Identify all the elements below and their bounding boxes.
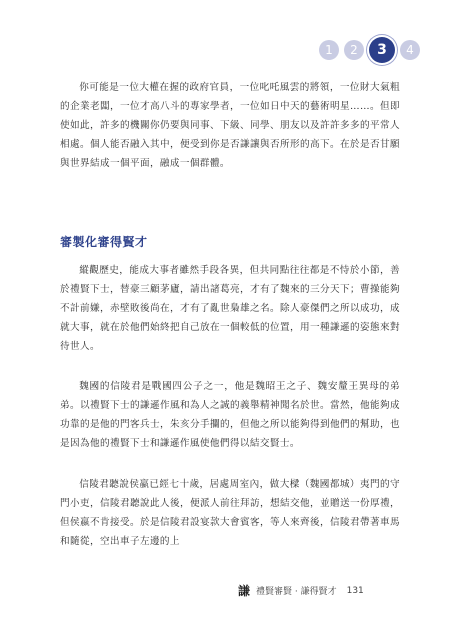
intro-paragraph: 你可能是一位大權在握的政府官員，一位叱吒風雲的將領，一位財大氣粗的企業老闆，一位才高八斗的專家學者，一位如日中天的藝術明星……。但即使如此，許多的機關你仍要與同事、下級、同學、朋友以及許許多多的平常人相處。個人能否融入其中，便受到你是否謙讓與否所形的高下。在於是否甘願與世界結成一個平面，融成一個群體。 <box>60 82 400 169</box>
body-paragraph-3: 魏國的信陵君是戰國四公子之一，他是魏昭王之子、魏安釐王異母的弟弟。以禮賢下士的謙遜作風和為人之誠的義舉精神聞名於世。當然，他能夠成功靠的是他的門客兵士，朱亥分手攔的，但他之所以能夠得到他們的幫助，也是因為他的禮賢下士和謙遜作風使他們得以結交賢士。 <box>60 381 400 449</box>
page-footer <box>238 582 364 599</box>
section-heading: 審製化審得賢才 <box>60 235 148 249</box>
chapter-tab-2[interactable]: 2 <box>344 40 364 60</box>
body-paragraph-2: 縱觀歷史，能成大事者雖然手段各異，但共同點往往都是不恃於小節，善於禮賢下士，替豪三顧茅廬，請出諸葛亮，才有了魏來的三分天下；曹操能夠不計前嫌，赤壁敗後尚在，才有了亂世梟雄之名。除人豪傑們之所以成功，成就大事，就在於他們始終把自己放在一個較低的位置，用一種謙遜的姿態來對待世人。 <box>60 265 400 352</box>
footer-mark: 謙 <box>238 584 251 598</box>
paragraph-block-2 <box>60 261 400 356</box>
chapter-tab-3-active[interactable]: 3 <box>369 37 395 63</box>
footer-title: 禮賢審賢 · 謙得賢才 <box>256 587 337 597</box>
intro-paragraph-block <box>60 78 400 173</box>
page-number: 131 <box>346 585 364 596</box>
paragraph-block-4 <box>60 475 400 551</box>
body-paragraph-4: 信陵君聽說侯嬴已經七十歲，居處周室內，做大樑（魏國都城）夷門的守門小吏，信陵君聽說此人後，便派人前往拜訪，想結交他，並贈送一份厚禮，但侯嬴不肯接受。於是信陵君設宴款大會賓客，等人來齊後，信陵君帶著車馬和隨從，空出車子左邊的上 <box>60 479 400 547</box>
chapter-tab-4[interactable]: 4 <box>400 40 420 60</box>
chapter-tab-1[interactable]: 1 <box>319 40 339 60</box>
paragraph-block-3 <box>60 377 400 453</box>
chapter-tabs <box>319 40 420 63</box>
